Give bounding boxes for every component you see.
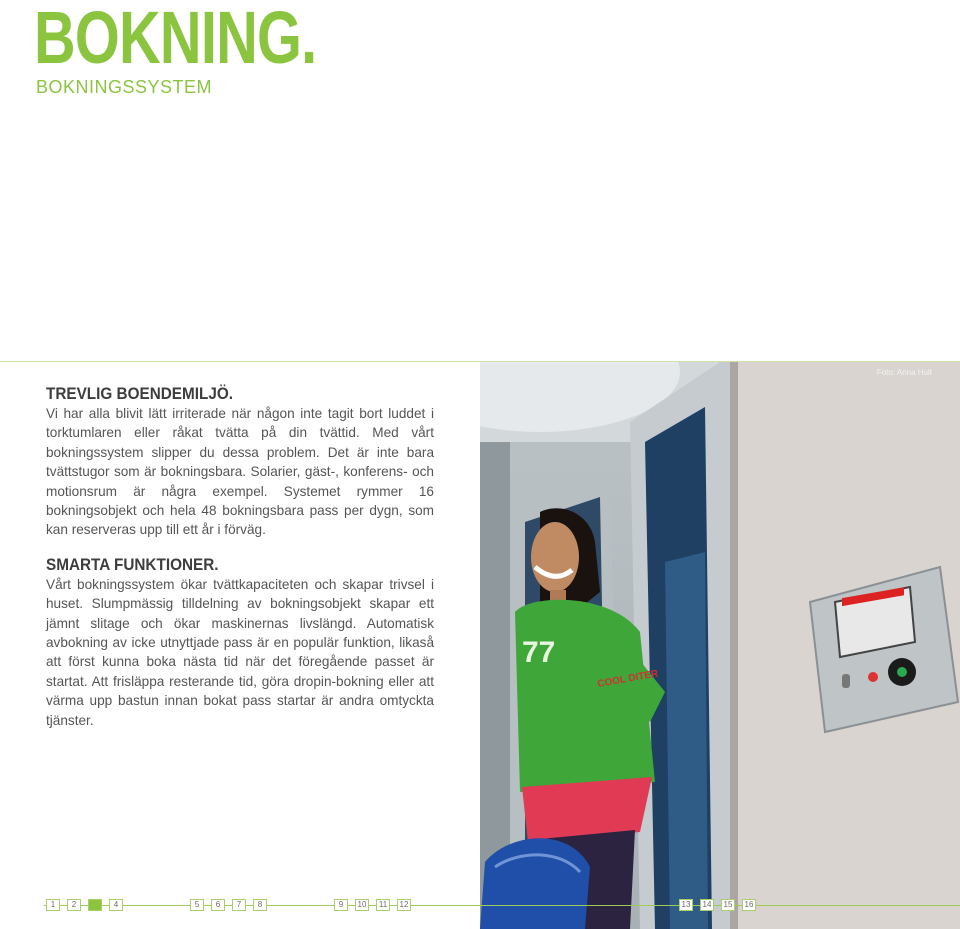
- page-subtitle: BOKNINGSSYSTEM: [36, 77, 213, 97]
- sweater-number: 77: [522, 636, 556, 669]
- page-link-13[interactable]: 13: [679, 899, 693, 911]
- page-link-2[interactable]: 2: [67, 899, 81, 911]
- page-link-3-current[interactable]: 3: [88, 899, 102, 911]
- section-heading-funktioner: SMARTA FUNKTIONER.: [46, 554, 219, 574]
- article-column: [46, 384, 434, 730]
- photo-illustration: [480, 362, 960, 929]
- section-heading-boendemiljo: TREVLIG BOENDEMILJÖ.: [46, 384, 234, 403]
- laundry-photo: [480, 362, 960, 929]
- page-link-11[interactable]: 11: [376, 899, 390, 911]
- page-link-15[interactable]: 15: [721, 899, 735, 911]
- pagination-line: [44, 905, 960, 906]
- page-title: BOKNING.: [34, 0, 317, 79]
- page-link-7[interactable]: 7: [232, 899, 246, 911]
- page-link-10[interactable]: 10: [355, 899, 369, 911]
- page-link-5[interactable]: 5: [190, 899, 204, 911]
- page-link-4[interactable]: 4: [109, 899, 123, 911]
- page-link-14[interactable]: 14: [700, 899, 714, 911]
- page-link-1[interactable]: 1: [46, 899, 60, 911]
- page-link-12[interactable]: 12: [397, 899, 411, 911]
- section-body-boendemiljo: Vi har alla blivit lätt irriterade när någon inte tagit bort luddet i torktumlaren eller råkat tvätta på din tvättid. Med vårt bokningssystem slipper du dessa problem. Det är inte bara tvättstugor som är bokningsbara. Solarier, gäst-, konferens- och motionsrum är några exempel. Systemet rymmer 16 bokningsobjekt och hela 48 bokningsbara pass per dygn, som kan reserveras upp till ett år i förväg.: [46, 406, 434, 538]
- section-body-funktioner: Vårt bokningssystem ökar tvättkapaciteten och skapar trivsel i huset. Slumpmässig tilldelning av bokningsobjekt skapar ett jämnt slitage och ökar maskinernas livslängd. Automatisk avbokning av icke utnyttjade pass är en populär funktion, likaså att först kunna boka nästa tid när det föregående passet är startat. Att frisläppa resterande tid, göra dropin-bokning eller att värma upp bastun innan bokat pass startar är andra omtyckta tjänster.: [46, 576, 434, 728]
- page-link-8[interactable]: 8: [253, 899, 267, 911]
- page-link-16[interactable]: 16: [742, 899, 756, 911]
- sweater-text: COOL DITER: [596, 668, 660, 690]
- page-link-6[interactable]: 6: [211, 899, 225, 911]
- photo-credit: Foto: Anna Hult: [876, 368, 932, 377]
- page-pagination: [0, 897, 960, 915]
- page-link-9[interactable]: 9: [334, 899, 348, 911]
